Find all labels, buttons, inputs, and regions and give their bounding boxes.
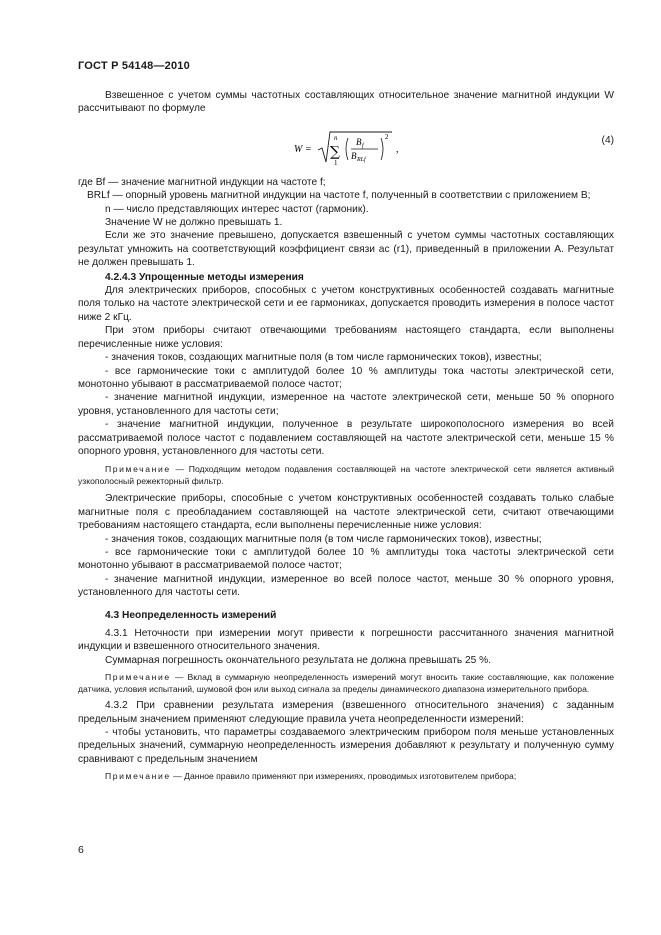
formula-denominator: B bbox=[351, 150, 357, 161]
section-432-p1: 4.3.2 При сравнении результата измерения (взвешенного относительного значения) с заданным предельным значением применяют следующие правила учета неопределенности измерений: bbox=[78, 700, 614, 725]
list-item: - значения токов, создающих магнитные поля (в том числе гармонических токов), известны; bbox=[105, 352, 542, 364]
right-paren bbox=[381, 138, 383, 160]
section-4243-p3: Электрические приборы, способные с учетом конструктивных особенностей создавать только слабые магнитные поля с преобладанием составляющей на частоте электрической сети, считают отвечающими требованиям настоящего стандарта, если выполнены перечисленные ниже условия: bbox=[78, 493, 614, 532]
note-label: Примечание bbox=[105, 672, 171, 683]
where-exceed: Если же это значение превышено, допускается взвешенный с учетом суммы частотных составляющих результат умножить на соответствующий коэффициент связи ac (r1), приведенный в приложении А. Результат не должен превышать 1. bbox=[78, 230, 614, 269]
formula-numerator: B bbox=[356, 136, 362, 147]
formula-numerator-sub: f bbox=[362, 142, 364, 149]
formula-sigma: ∑ bbox=[330, 143, 340, 160]
left-paren bbox=[346, 138, 348, 160]
page-number: 6 bbox=[78, 844, 84, 856]
formula-4 bbox=[78, 116, 614, 176]
list-item: - все гармонические токи с амплитудой более 10 % амплитуды тока частоты электрической сети монотонно убывают в рассматриваемой полосе частот; bbox=[78, 546, 614, 572]
formula-upper-n: n bbox=[334, 133, 338, 142]
formula-denominator-sub: RLf bbox=[357, 156, 366, 163]
list-item: - значения токов, создающих магнитные поля (в том числе гармонических токов), известны; bbox=[105, 533, 542, 545]
where-limit: Значение W не должно превышать 1. bbox=[105, 217, 283, 229]
formula-lhs: W = bbox=[294, 143, 312, 155]
list-item: - все гармонические токи с амплитудой более 10 % амплитуды тока частоты электрической сети, монотонно убывают в рассматриваемой полосе частот; bbox=[78, 365, 614, 390]
list-item: - значение магнитной индукции, измеренное на частоте электрической сети, меньше 50 % опорного уровня, установленного для частоты сети; bbox=[78, 392, 614, 417]
formula-intro: Взвешенное с учетом суммы частотных составляющих относительное значение магнитной индукции W рассчитывают по формуле bbox=[78, 90, 614, 115]
formula-w-svg bbox=[294, 128, 404, 168]
section-431-p1: 4.3.1 Неточности при измерении могут привести к погрешности рассчитанного значения магнитной индукции и взвешенного относительного значения. bbox=[78, 628, 614, 653]
note-text: — Данное правило применяют при измерениях, проводимых изготовителем прибора; bbox=[170, 771, 517, 782]
document-body bbox=[78, 89, 614, 782]
formula-comma: , bbox=[396, 143, 399, 155]
section-43-heading: 4.3 Неопределенность измерений bbox=[105, 609, 277, 621]
note-uncertainty bbox=[78, 671, 614, 695]
where-brlf: BRLf — опорный уровень магнитной индукции на частоте f, полученный в соответствии с приложением В; bbox=[87, 190, 591, 202]
where-bf: где Bf — значение магнитной индукции на частоте f; bbox=[78, 176, 326, 188]
formula-lower-1: 1 bbox=[334, 158, 338, 167]
note-filter bbox=[78, 463, 614, 487]
formula-number: (4) bbox=[601, 134, 614, 146]
formula-power: 2 bbox=[385, 132, 389, 141]
section-4243-p1: Для электрических приборов, способных с учетом конструктивных особенностей создавать магнитные поля только на частоте электрической сети и ее гармониках, допускается проводить измерения в полосе частот ниже 2 кГц. bbox=[78, 285, 614, 323]
note-text: — Вклад в суммарную неопределенность измерений могут вносить такие составляющие, как положение датчика, условия испытаний, шумовой фон или выход сигнала за пределы динамического диапазона измерительного прибора. bbox=[78, 672, 614, 695]
list-item: - значение магнитной индукции, полученное в результате широкополосного измерения во всей рассматриваемой полосе частот с подавлением составляющей на частоте электрической сети, меньше 15 % опорного уровня, установленного для частоты сети. bbox=[78, 419, 614, 457]
document-header: ГОСТ Р 54148—2010 bbox=[78, 60, 190, 72]
note-manufacturer bbox=[78, 770, 614, 782]
section-4243-heading: 4.2.4.3 Упрощенные методы измерения bbox=[105, 271, 304, 283]
where-n: n — число представляющих интерес частот (гармоник). bbox=[105, 203, 369, 215]
note-label: Примечание bbox=[105, 464, 171, 475]
list-item: - значение магнитной индукции, измеренное во всей полосе частот, меньше 30 % опорного уровня, установленного для частоты сети. bbox=[78, 573, 614, 599]
note-text: — Подходящим методом подавления составляющей на частоте электрической сети является активный узкополосный режекторный фильтр. bbox=[78, 464, 614, 487]
section-431-p2: Суммарная погрешность окончательного результата не должна превышать 25 %. bbox=[105, 654, 492, 666]
note-label: Примечание bbox=[105, 771, 171, 782]
section-432-p2: - чтобы установить, что параметры создаваемого электрическим прибором поля меньше установленных предельных значений, суммарную неопределенность измерения добавляют к результату и полученную сумму сравнивают с предельным значением bbox=[78, 727, 614, 765]
section-4243-p2: При этом приборы считают отвечающими требованиям настоящего стандарта, если выполнены перечисленные ниже условия: bbox=[78, 325, 614, 350]
